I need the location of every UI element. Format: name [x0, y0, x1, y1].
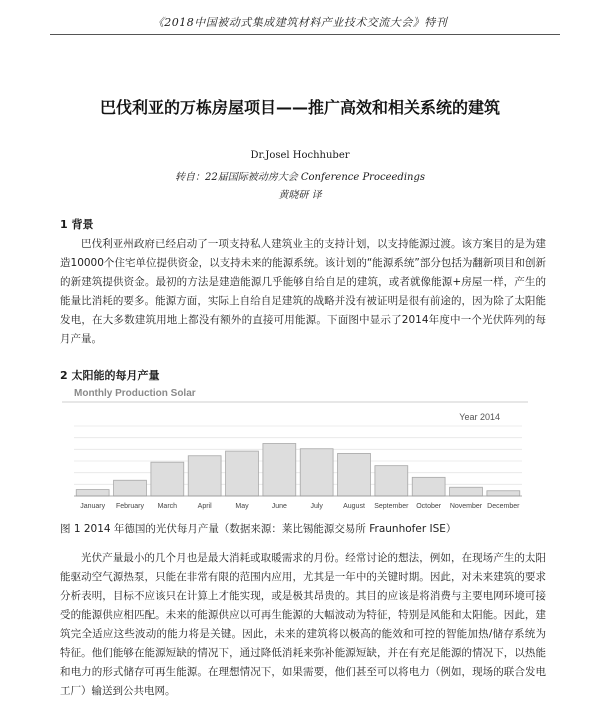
bar-september — [375, 466, 408, 496]
x-tick-label: November — [449, 503, 483, 510]
article-translator: 黄晓研 译 — [278, 190, 322, 201]
x-tick-label: May — [235, 503, 249, 510]
monthly-production-chart — [60, 384, 530, 512]
x-tick-label: January — [80, 503, 106, 510]
background-paragraph: 巴伐利亚州政府已经启动了一项支持私人建筑业主的支持计划，以支持能源过渡。该方案目的是为建造10000个住宅单位提供资金，以支持未来的能源系统。该计划的“能源系统”部分包括为翻新项目和创新的新建筑提供资金。最初的方法是建造能源几乎能够自给自足的建筑，或者就像能源+房屋一样，产生的能量比消耗的要多。能源方面，实际上自给自足建筑的战略并没有被证明是很有前途的，因为除了太阳能发电，在大多数建筑用地上都没有额外的直接可用能源。下面图中显示了2014年度中一个光伏阵列的每月产量。 — [60, 238, 546, 345]
running-header: 《2018中国被动式集成建筑材料产业技术交流大会》特刊 — [152, 16, 448, 29]
bar-august — [338, 453, 371, 496]
bar-october — [412, 477, 445, 496]
chart-title: Monthly Production Solar — [74, 388, 196, 399]
x-tick-label: August — [343, 503, 365, 510]
bar-may — [226, 451, 259, 496]
article-author: Dr.Josel Hochhuber — [250, 150, 350, 161]
bar-november — [450, 487, 483, 496]
bar-january — [76, 490, 109, 496]
bar-june — [263, 444, 296, 497]
bar-july — [300, 449, 333, 496]
x-tick-label: April — [197, 503, 212, 510]
x-tick-label: October — [416, 503, 442, 510]
x-tick-label: June — [271, 503, 287, 510]
article-title: 巴伐利亚的万栋房屋项目——推广高效和相关系统的建筑 — [99, 98, 500, 117]
section-heading-solar: 2 太阳能的每月产量 — [60, 369, 160, 382]
header-divider — [50, 34, 560, 35]
chart-legend: Year 2014 — [459, 412, 500, 422]
bar-april — [188, 456, 221, 496]
section-heading-background: 1 背景 — [60, 218, 94, 231]
x-tick-label: February — [115, 503, 145, 510]
x-tick-label: July — [310, 503, 323, 510]
article-source: 转自：22届国际被动房大会 Conference Proceedings — [174, 172, 425, 183]
bar-march — [151, 462, 184, 496]
x-tick-label: December — [487, 503, 520, 510]
bar-december — [487, 491, 520, 496]
x-tick-label: March — [157, 503, 178, 510]
x-tick-label: September — [374, 503, 409, 510]
bar-february — [114, 480, 147, 496]
figure-caption: 图 1 2014 年德国的光伏每月产量（数据来源：莱比锡能源交易所 Fraunhofer ISE） — [60, 523, 457, 535]
solar-paragraph: 光伏产量最小的几个月也是最大消耗或取暖需求的月份。经常讨论的想法，例如，在现场产生的太阳能驱动空气源热泵，只能在非常有限的范围内应用，尤其是一年中的关键时期。因此，对未来建筑的要求分析表明，目标不应该只在计算上才能实现，或是极其昂贵的。其目的应该是将消费与主要电网环境可接受的能源供应相匹配。未来的能源供应以可再生能源的大幅波动为特征，特别是风能和太阳能。因此，建筑完全适应这些波动的能力将是关键。因此，未来的建筑将以极高的能效和可控的智能加热/储存系统为特征。他们能够在能源短缺的情况下，通过降低消耗来弥补能源短缺，并在有充足能源的情况下，以热能和电力的形式储存可再生能源。在理想情况下，如果需要，他们甚至可以将电力（例如，现场的联合发电工厂）输送到公共电网。 — [60, 552, 546, 697]
